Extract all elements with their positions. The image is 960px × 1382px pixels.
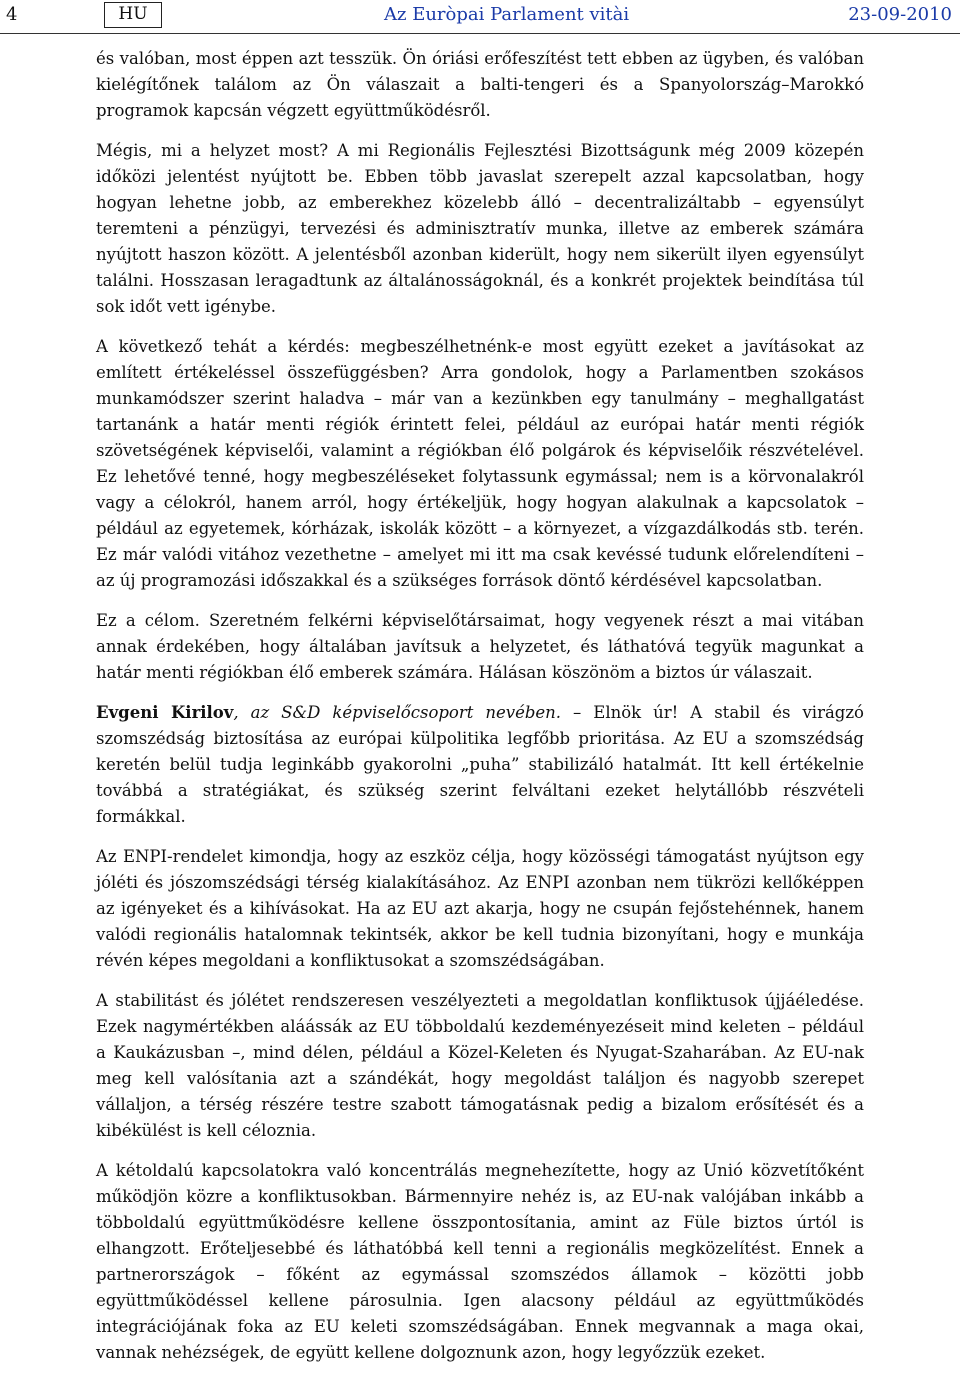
document-body xyxy=(96,46,864,1380)
speaker-role: , az S&D képviselőcsoport nevében. xyxy=(233,703,562,722)
document-title: Az Euròpai Parlament vitài xyxy=(384,4,630,25)
document-date: 23-09-2010 xyxy=(848,4,952,25)
speaker-name: Evgeni Kirilov xyxy=(96,703,234,722)
paragraph: A stabilitást és jólétet rendszeresen veszélyezteti a megoldatlan konfliktusok újjáéledése. Ezek nagymértékben aláássák az EU többoldalú kezdeményezéseit mind keleten – például a Kaukázusban –, mind délen, például a Közel-Keleten és Nyugat-Szaharában. Az EU-nak meg kell valósítania azt a szándékát, hogy megoldást találjon és nagyobb szerepet vállaljon, a térség részére testre szabott támogatásnak pedig a bizalom erősítését és a kibékülést is kell céloznia. xyxy=(96,991,864,1140)
page-number: 4 xyxy=(6,4,18,25)
page-header xyxy=(0,0,960,34)
speech-text: – Elnök úr! A stabil és virágzó szomszédság biztosítása az európai külpolitika legfőbb prioritása. Az EU a szomszédság keretén belül tudja leginkább gyakorolni „puha” stabilizáló hatalmát. Itt kell értékelnie továbbá a stratégiákat, és szükség szerint felváltani ezeket helytállóbb részvételi formákkal. xyxy=(96,703,864,826)
header-divider xyxy=(0,33,960,34)
language-code: HU xyxy=(104,2,162,28)
paragraph: Ez a célom. Szeretném felkérni képviselőtársaimat, hogy vegyenek részt a mai vitában annak érdekében, hogy általában javítsuk a helyzetet, és láthatóvá tegyük magunkat a határ menti régiókban élő emberek számára. Hálásan köszönöm a biztos úr válaszait. xyxy=(96,611,864,682)
paragraph: Az ENPI-rendelet kimondja, hogy az eszköz célja, hogy közösségi támogatást nyújtson egy jóléti és jószomszédsági térség kialakításához. Az ENPI azonban nem tükrözi kellőképpen az igényeket és a kihívásokat. Ha az EU azt akarja, hogy ne csupán fejőstehénnek, hanem valódi regionális hatalomnak tekintsék, akkor be kell tudnia bizonyítani, hogy e munkája révén képes megoldani a konfliktusokat a szomszédságában. xyxy=(96,847,864,970)
paragraph: és valóban, most éppen azt tesszük. Ön óriási erőfeszítést tett ebben az ügyben, és valóban kielégítőnek találom az Ön válaszait a balti-tengeri és a Spanyolország–Marokkó programok kapcsán végzett együttműködésről. xyxy=(96,49,864,120)
paragraph: A kétoldalú kapcsolatokra való koncentrálás megnehezítette, hogy az Unió közvetítőként működjön közre a konfliktusokban. Bármennyire nehéz is, az EU-nak valójában inkább a többoldalú együttműködésre kellene összpontosítania, amint az Füle biztos úrtól is elhangzott. Erőteljesebbé és láthatóbbá kell tenni a regionális megközelítést. Ennek a partnerországok – főként az egymással szomszédos államok – közötti jobb együttműködéssel kellene párosulnia. Igen alacsony például az együttműködés integrációjának foka az EU keleti szomszédságában. Ennek megvannak a maga okai, vannak nehézségek, de együtt kellene dolgoznunk azon, hogy legyőzzük ezeket. xyxy=(96,1161,864,1362)
speech-paragraph xyxy=(96,700,864,830)
paragraph: A következő tehát a kérdés: megbeszélhetnénk-e most együtt ezeket a javításokat az említett értékeléssel összefüggésben? Arra gondolok, hogy a Parlamentben szokásos munkamódszer szerint haladva – már van a kezünkben egy tanulmány – meghallgatást tartanánk a határ menti régiók érintett felei, például az európai határ menti régiók szövetségének képviselői, valamint a régiókban élő polgárok és képviselőik részvételével. Ez lehetővé tenné, hogy megbeszéléseket folytassunk egymással; nem is a körvonalakról vagy a célokról, hanem arról, hogy értékeljük, hogy hogyan alakulnak a kapcsolatok – például az egyetemek, kórházak, iskolák között – a környezet, a vízgazdálkodás stb. terén. Ez már valódi vitához vezethetne – amelyet mi itt ma csak kevéssé tudunk előrelendíteni – az új programozási időszakkal és a szükséges források döntő kérdésével kapcsolatban. xyxy=(96,337,864,590)
paragraph: Mégis, mi a helyzet most? A mi Regionális Fejlesztési Bizottságunk még 2009 közepén időközi jelentést nyújtott be. Ebben több javaslat szerepelt azzal kapcsolatban, hogy hogyan lehetne jobb, az emberekhez közelebb álló – decentralizáltabb – egyensúlyt teremteni a pénzügyi, tervezési és adminisztratív munka, illetve az emberek számára nyújtott haszon között. A jelentésből azonban kiderült, hogy nem sikerült ilyen egyensúlyt találni. Hosszasan leragadtunk az általánosságoknál, és a konkrét projektek beindítása túl sok időt vett igénybe. xyxy=(96,141,864,316)
